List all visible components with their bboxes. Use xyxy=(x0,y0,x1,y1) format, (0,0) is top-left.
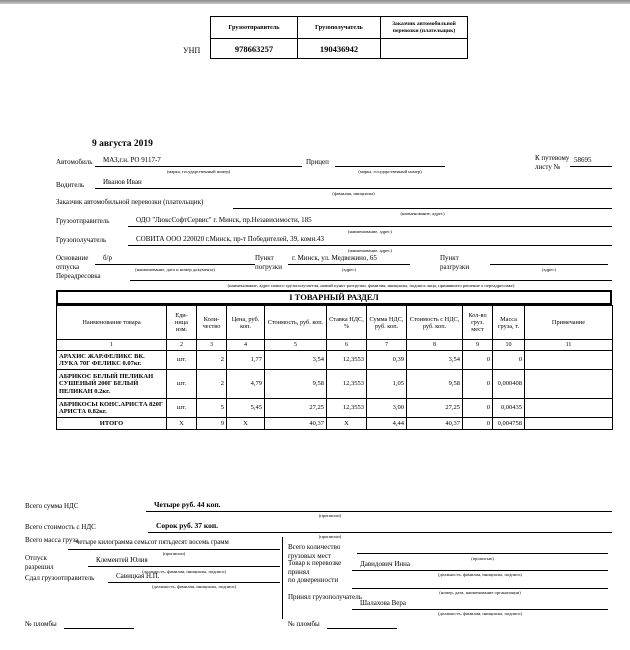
cell-mass: 0,000408 xyxy=(493,370,525,399)
col-header-unit: Еди-ница изм. xyxy=(167,306,197,340)
col-header-places: Кол-во груз. мест xyxy=(463,306,493,340)
goods-row xyxy=(57,351,613,370)
driver-field: Иванов Иван xyxy=(95,176,612,189)
goods-row xyxy=(57,370,613,399)
cell-mass: 0,00435 xyxy=(493,399,525,418)
cell-cost: 9,58 xyxy=(265,370,327,399)
cell-cost: 3,54 xyxy=(265,351,327,370)
col-header-vat-sum: Сумма НДС, руб. коп. xyxy=(367,306,407,340)
vehicle-caption: (марка, государственный номер) xyxy=(166,169,231,174)
unp-consignee-header: Грузополучатель xyxy=(298,17,381,39)
cost-total-label: Всего стоимость с НДС xyxy=(25,523,96,531)
col-header-cost: Стоимость, руб. коп. xyxy=(265,306,327,340)
cell-vat-rate: 12,3553 xyxy=(327,399,367,418)
proxy-caption: (номер, дата, наименование организации) xyxy=(439,590,521,595)
cell-name: АРАХИС ЖАР.ФЕЛИКС ВК. ЛУКА 70Г ФЕЛИКС 0.07кг. xyxy=(57,351,167,370)
goods-total-row xyxy=(57,418,613,430)
unp-shipper-value: 978663257 xyxy=(211,39,298,59)
unp-customer-header: Заказчик автомобильной перевозки (плательщик) xyxy=(381,17,468,39)
cell-price: 1,77 xyxy=(227,351,265,370)
vehicle-field: МАЗ,г.н. РО 9117-7 xyxy=(95,154,302,167)
cell-name: АБРИКОС БЕЛЫЙ ПЕЛИКАН СУШЕНЫЙ 200Г БЕЛЫЙ ПЕЛИКАН 0.2кг. xyxy=(57,370,167,399)
carrier-accepted-caption: (должность, фамилия, инициалы, подпись) xyxy=(437,572,522,577)
col-header-mass: Масса груза, т. xyxy=(493,306,525,340)
consignee-label: Грузополучатель xyxy=(56,236,107,244)
cell-unit: шт. xyxy=(167,351,197,370)
cell-vat-rate: 12,3553 xyxy=(327,370,367,399)
readdress-label: Переадресовка xyxy=(56,272,101,280)
loading-point-field: г. Минск, ул. Медвежино, 65 xyxy=(288,252,410,265)
cell-name: АБРИКОСЫ КОНС.АРИСТА 820Г АРИСТА 0.82кг. xyxy=(57,399,167,418)
total-label: ИТОГО xyxy=(57,418,167,430)
col-header-vat-rate: Ставка НДС, % xyxy=(327,306,367,340)
carrier-accepted-label: Товар к перевозке принял xyxy=(288,559,342,576)
release-allowed-caption: (должность, фамилия, инициалы, подпись) xyxy=(141,569,226,574)
goods-table xyxy=(56,305,613,430)
goods-column-numbers-row xyxy=(57,340,613,351)
unloading-point-field xyxy=(490,252,608,265)
driver-label: Водитель xyxy=(56,181,85,189)
shipper-handed-caption: (должность, фамилия, инициалы, подпись) xyxy=(151,584,236,589)
carrier-accepted-field: Давидович Инна xyxy=(352,558,608,571)
col-num-1: 1 xyxy=(57,340,167,351)
cell-cost-with-vat: 3,54 xyxy=(407,351,463,370)
goods-row xyxy=(57,399,613,418)
waybill-label: К путевому листу № xyxy=(535,154,570,171)
release-allowed-label: Отпуск разрешил xyxy=(25,554,54,571)
viewer-top-edge xyxy=(0,0,630,4)
total-mass: 0,004758 xyxy=(493,418,525,430)
shipper-field: ОДО "ЛюксСофтСервис" г. Минск, пр.Независимости, 185 xyxy=(128,214,612,227)
col-num-3: 3 xyxy=(197,340,227,351)
total-qty: 9 xyxy=(197,418,227,430)
mass-total-caption: (прописью) xyxy=(162,551,186,556)
cell-cost: 27,25 xyxy=(265,399,327,418)
total-note xyxy=(525,418,613,430)
col-num-7: 7 xyxy=(367,340,407,351)
customer-label: Заказчик автомобильной перевозки (плательщик) xyxy=(56,198,204,206)
trailer-caption: (марка, государственный номер) xyxy=(358,169,422,174)
col-num-5: 5 xyxy=(265,340,327,351)
col-num-2: 2 xyxy=(167,340,197,351)
mass-total-label: Всего масса груза xyxy=(25,536,79,544)
cell-qty: 5 xyxy=(197,399,227,418)
consignee-accepted-label: Принял грузополучатель xyxy=(288,593,362,601)
cell-vat-sum: 3,00 xyxy=(367,399,407,418)
consignee-accepted-caption: (должность, фамилия, инициалы, подпись) xyxy=(437,611,522,616)
vat-total-label: Всего сумма НДС xyxy=(25,502,79,510)
cell-vat-sum: 0,39 xyxy=(367,351,407,370)
shipper-handed-label: Сдал грузоотправитель xyxy=(25,574,95,582)
vat-total-caption: (прописью) xyxy=(318,513,342,518)
unp-value-row xyxy=(211,39,468,59)
total-price: X xyxy=(227,418,265,430)
places-total-label: Всего количество грузовых мест xyxy=(288,543,341,560)
basis-label: Основание отпуска xyxy=(56,254,89,271)
unp-shipper-header: Грузоотправитель xyxy=(211,17,298,39)
cost-total-field: Сорок руб. 37 коп. xyxy=(148,520,612,533)
shipper-label: Грузоотправитель xyxy=(56,217,110,225)
col-header-note: Примечание xyxy=(525,306,613,340)
col-num-6: 6 xyxy=(327,340,367,351)
basis-caption: (наименование, дата и номер документа) xyxy=(135,267,215,272)
seal-number-right-label: № пломбы xyxy=(288,620,320,628)
col-header-price: Цена, руб. коп. xyxy=(227,306,265,340)
shipper-caption: (наименование, адрес) xyxy=(348,229,392,234)
unp-label: УНП xyxy=(183,46,201,55)
vehicle-label: Автомобиль xyxy=(56,158,93,166)
cell-mass: 0 xyxy=(493,351,525,370)
total-cost-with-vat: 40,37 xyxy=(407,418,463,430)
col-header-cost-with-vat: Стоимость с НДС, руб. коп. xyxy=(407,306,463,340)
col-num-9: 9 xyxy=(463,340,493,351)
proxy-field xyxy=(352,576,608,589)
cell-price: 5,45 xyxy=(227,399,265,418)
readdress-caption: (наименование, адрес нового грузополучателя, новый пункт разгрузки, фамилия, инициалы, подпись лица, принявшего решение о переадресовке) xyxy=(227,283,515,288)
unloading-point-caption: (адрес) xyxy=(542,267,556,272)
loading-point-label: Пункт погрузки xyxy=(255,254,282,271)
seal-number-right-line xyxy=(327,617,397,629)
cell-qty: 2 xyxy=(197,370,227,399)
unp-customer-value xyxy=(381,39,468,59)
consignee-accepted-field: Шалахова Вера xyxy=(352,597,608,610)
col-header-qty: Коли-чество xyxy=(197,306,227,340)
readdress-field xyxy=(130,268,612,281)
col-num-10: 10 xyxy=(493,340,525,351)
total-unit: X xyxy=(167,418,197,430)
seal-number-left-line xyxy=(64,617,134,629)
cell-note xyxy=(525,370,613,399)
cell-cost-with-vat: 9,58 xyxy=(407,370,463,399)
cell-note xyxy=(525,399,613,418)
cell-qty: 2 xyxy=(197,351,227,370)
unp-consignee-value: 190436942 xyxy=(298,39,381,59)
trailer-label: Прицеп xyxy=(306,158,329,166)
places-total-field xyxy=(357,541,608,554)
cell-cost-with-vat: 27,25 xyxy=(407,399,463,418)
driver-caption: (фамилия, инициалы) xyxy=(332,191,375,196)
cell-places: 0 xyxy=(463,399,493,418)
customer-caption: (наименование, адрес) xyxy=(400,211,445,216)
cell-note xyxy=(525,351,613,370)
seal-number-left-label: № пломбы xyxy=(25,620,57,628)
trailer-field xyxy=(335,154,445,167)
col-header-name: Наименование товара xyxy=(57,306,167,340)
cell-unit: шт. xyxy=(167,399,197,418)
unp-table xyxy=(210,16,468,59)
goods-section-title: I ТОВАРНЫЙ РАЗДЕЛ xyxy=(56,290,612,305)
release-allowed-field: Клементей Юлия xyxy=(88,554,280,567)
mass-total-field: четыре килограмма семьсот пятьдесят восемь грамм xyxy=(68,537,280,550)
col-num-4: 4 xyxy=(227,340,265,351)
vat-total-field: Четыре руб. 44 коп. xyxy=(146,499,612,512)
cell-unit: шт. xyxy=(167,370,197,399)
basis-field: б/р xyxy=(95,252,255,265)
shipper-handed-field: Савицкая Н.П. xyxy=(108,570,280,583)
goods-header-row xyxy=(57,306,613,340)
cell-vat-sum: 1,05 xyxy=(367,370,407,399)
proxy-label: по доверенности xyxy=(288,576,339,584)
col-num-11: 11 xyxy=(525,340,613,351)
places-total-caption: (прописью) xyxy=(471,556,494,561)
total-vat-sum: 4,44 xyxy=(367,418,407,430)
cell-price: 4,79 xyxy=(227,370,265,399)
loading-point-caption: (адрес) xyxy=(342,267,356,272)
total-vat-rate: X xyxy=(327,418,367,430)
cell-places: 0 xyxy=(463,351,493,370)
cell-places: 0 xyxy=(463,370,493,399)
total-cost: 40,37 xyxy=(265,418,327,430)
consignee-field: СОВИТА ООО 220020 г.Минск, пр-т Победителей, 39, комн.43 xyxy=(128,233,612,246)
cost-total-caption: (прописью) xyxy=(318,534,342,539)
col-num-8: 8 xyxy=(407,340,463,351)
document-date: 9 августа 2019 xyxy=(92,139,153,149)
consignee-caption: (наименование, адрес) xyxy=(348,248,392,253)
unloading-point-label: Пункт разгрузки xyxy=(440,254,470,271)
unp-header-row xyxy=(211,17,468,39)
customer-field xyxy=(233,196,612,209)
total-places: 0 xyxy=(463,418,493,430)
cell-vat-rate: 12,3553 xyxy=(327,351,367,370)
waybill-field: 58695 xyxy=(570,154,612,167)
column-divider xyxy=(282,537,283,619)
